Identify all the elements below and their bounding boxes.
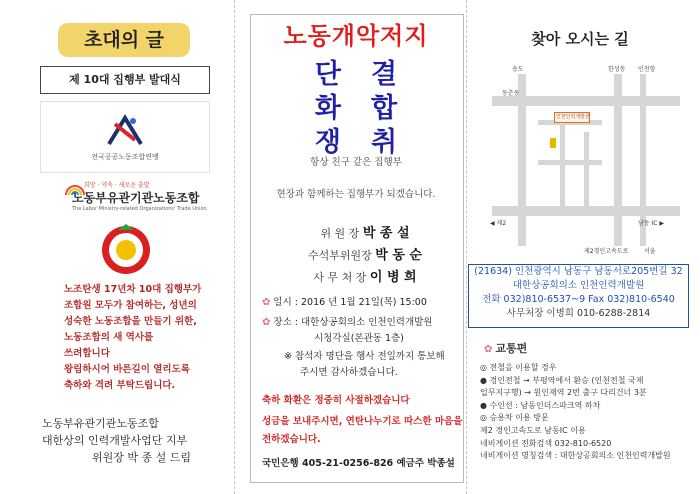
event-datetime bbox=[262, 294, 427, 308]
officer-role: 사 무 처 장 bbox=[313, 271, 367, 284]
transit-title-text: 교통편 bbox=[495, 342, 528, 355]
slogan-red: 노동개악저지 bbox=[283, 22, 429, 50]
transit-line: 제2 경인고속도로 남동IC 이용 bbox=[480, 425, 586, 435]
federation-logo-box bbox=[40, 101, 210, 173]
message-line: 왕림하시어 바른길이 열리도록 bbox=[64, 364, 190, 375]
map-label: 한성동 bbox=[608, 66, 626, 73]
sender-org: 노동부유관기관노동조합 bbox=[42, 417, 159, 430]
rsvp-note-1: ※ 참석자 명단을 행사 전일까지 통보해 bbox=[284, 351, 445, 362]
flower-icon: ✿ bbox=[262, 297, 271, 308]
officer-role: 위 원 장 bbox=[320, 227, 360, 240]
message-line: 쓰려합니다 bbox=[64, 348, 110, 359]
flower-icon: ✿ bbox=[484, 344, 493, 355]
transit-line: 업무지구행) → 원인재역 2번 출구 다리건너 3분 bbox=[480, 388, 647, 398]
slogan-struggle: 쟁취 bbox=[314, 127, 428, 158]
datetime-text: 일시 : 2016 년 1월 21일(목) 15:00 bbox=[273, 297, 427, 308]
map-road bbox=[584, 132, 589, 206]
union-emblem-icon bbox=[96, 222, 156, 280]
union-name: 노동부유관기관노동조합 bbox=[72, 191, 200, 205]
union-logo bbox=[64, 180, 207, 212]
destination-label: 인천인력개발원 bbox=[556, 114, 590, 120]
union-name-en: The Labor Ministry-related Organizations' Trade Union bbox=[72, 206, 207, 212]
federation-logo-icon bbox=[103, 114, 147, 150]
rainbow-icon bbox=[64, 182, 86, 196]
transit-line: 네비게이션 명칭검색 : 대한상공회의소 인천인력개발원 bbox=[480, 451, 671, 461]
message-line: 축하와 격려 부탁드립니다. bbox=[64, 380, 176, 391]
invitation-title: 초대의 글 bbox=[58, 23, 190, 57]
donate-line-3: 전하겠습니다. bbox=[262, 434, 321, 445]
map-label: ◀ 제2 bbox=[490, 220, 507, 227]
officer-name: 이 병 희 bbox=[369, 270, 417, 285]
place-text: 장소 : 대한상공회의소 인천인력개발원 bbox=[273, 317, 433, 328]
directions-title: 찾아 오시는 길 bbox=[531, 30, 629, 48]
sender-block bbox=[42, 415, 191, 466]
flower-icon: ✿ bbox=[262, 317, 271, 328]
officer-name: 박 종 설 bbox=[362, 226, 410, 241]
map-label: 제2경인고속도로 bbox=[584, 248, 629, 255]
transit-line: ● 경인전철 → 부평역에서 환승 (인천전철 국제 bbox=[480, 375, 644, 385]
message-line: 노조탄생 17년차 10대 집행부가 bbox=[64, 284, 202, 295]
fold-line-right bbox=[466, 0, 467, 494]
map-label: 남동 IC ▶ bbox=[638, 220, 664, 227]
bank-account: 국민은행 405-21-0256-826 예금주 박종설 bbox=[262, 458, 455, 469]
message-line: 성숙한 노동조합을 만들기 위한, bbox=[64, 316, 197, 327]
event-name: 제 10대 집행부 발대식 bbox=[40, 66, 210, 94]
rsvp-note-2: 주시면 감사하겠습니다. bbox=[300, 367, 398, 378]
destination-marker bbox=[550, 138, 556, 148]
phone-fax: 전화 032)810-6537~9 Fax 032)810-6540 bbox=[482, 294, 675, 305]
sender-signature: 위원장 박 종 설 드림 bbox=[92, 451, 191, 464]
address-line: (21634) 인천광역시 남동구 남동서로205번길 32 bbox=[474, 266, 683, 277]
slogan-harmony: 화합 bbox=[314, 93, 428, 124]
slogan-unity: 단결 bbox=[314, 59, 428, 90]
transit-line: ◎ 전철을 이용할 경우 bbox=[480, 363, 557, 372]
transit-line: 네비게이션 전화검색 032-810-6520 bbox=[480, 438, 612, 448]
event-place bbox=[262, 314, 432, 328]
map-road bbox=[518, 74, 526, 246]
map-label: 서울 bbox=[644, 248, 656, 255]
map-road bbox=[538, 160, 602, 165]
donate-line-2: 성금을 보내주시면, 연탄나누기로 따스한 마음을 bbox=[262, 416, 463, 427]
contact-person: 사무처장 이병희 010-6288-2814 bbox=[506, 308, 651, 319]
officer-role: 수석부위원장 bbox=[308, 249, 372, 262]
address-box bbox=[468, 264, 689, 328]
message-line: 조합원 모두가 참여하는, 성년의 bbox=[64, 300, 197, 311]
transit-title bbox=[484, 340, 527, 356]
union-slogan: 희망 · 약속 · 새로운 출발 bbox=[84, 182, 150, 189]
federation-name: 전국공공노동조합연맹 bbox=[91, 153, 159, 161]
donate-line-1: 축하 화환은 정중히 사절하겠습니다 bbox=[262, 395, 410, 406]
motto-line-1: 항상 친구 같은 집행부 bbox=[310, 157, 402, 168]
map-label: 인천항 bbox=[638, 66, 656, 73]
invitation-message bbox=[64, 282, 201, 394]
message-line: 노동조합의 새 역사를 bbox=[64, 332, 154, 343]
sender-branch: 대한상의 인력개발사업단 지부 bbox=[42, 434, 188, 447]
motto-line-2: 현장과 함께하는 집행부가 되겠습니다. bbox=[276, 189, 436, 200]
officer-secretary bbox=[265, 266, 465, 285]
transit-line: ● 수인선 : 남동인더스파크역 하차 bbox=[480, 400, 601, 410]
map-road bbox=[560, 120, 565, 206]
officer-vice-chair bbox=[265, 244, 465, 263]
map-label: 송도 bbox=[512, 66, 524, 73]
event-place-room: 시청각실(본관동 1층) bbox=[314, 333, 404, 344]
transit-info bbox=[480, 362, 671, 463]
officer-chair bbox=[265, 222, 465, 241]
location-map bbox=[488, 60, 684, 260]
map-label: 동춘동 bbox=[502, 90, 520, 97]
institute-name: 대한상공회의소 인천인력개발원 bbox=[512, 280, 645, 291]
officer-name: 박 동 순 bbox=[375, 248, 422, 263]
map-road bbox=[614, 74, 622, 246]
transit-line: ◎ 승용차 이용 방문 bbox=[480, 413, 549, 423]
fold-line-left bbox=[234, 0, 235, 494]
